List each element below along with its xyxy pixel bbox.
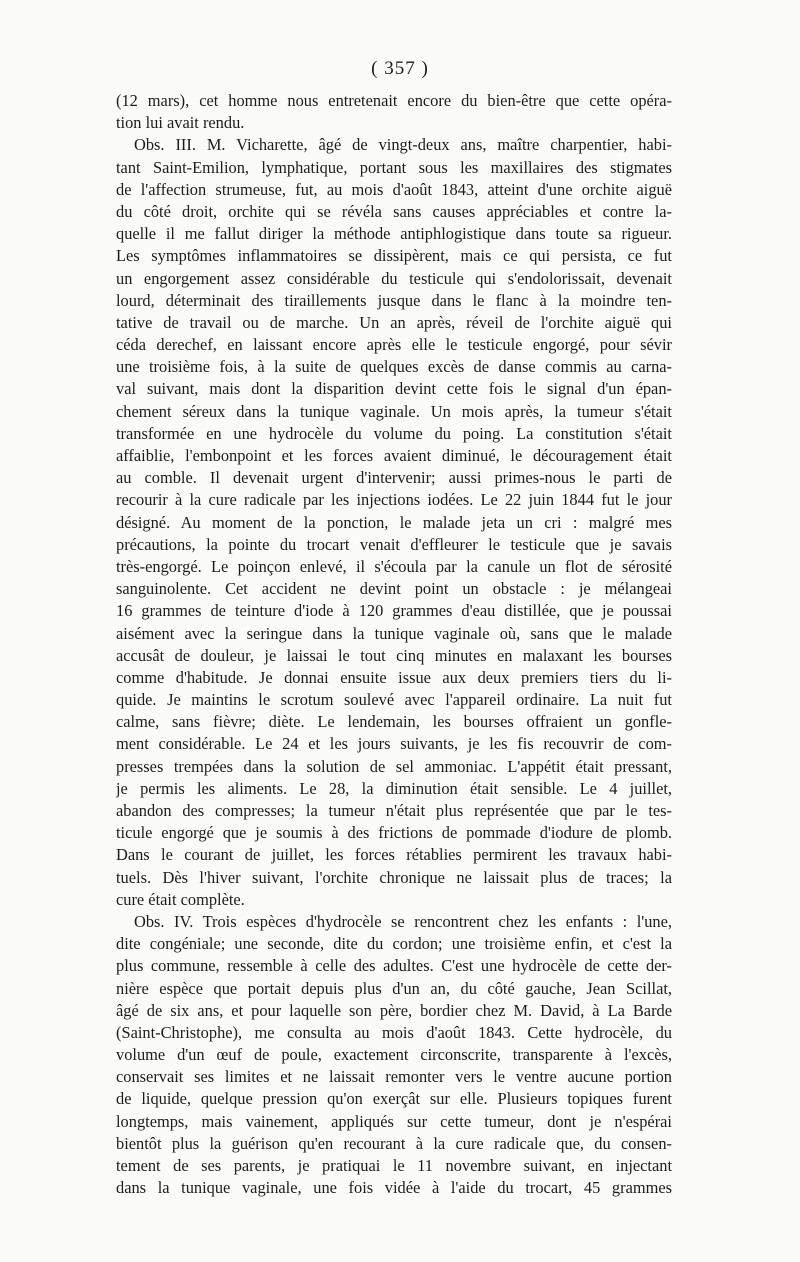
- text-line: tuels. Dès l'hiver suivant, l'orchite chronique ne laissait plus de traces; la: [116, 867, 672, 887]
- text-line: très-engorgé. Le poinçon enlevé, il s'écoula par la canule un flot de sérosité: [116, 556, 672, 576]
- text-line: val suivant, mais dont la disparition devint cette fois le signal d'un épan-: [116, 379, 672, 399]
- text-line: plus commune, ressemble à celle des adultes. C'est une hydrocèle de cette der-: [116, 956, 672, 976]
- text-line: tant Saint-Emilion, lymphatique, portant sous les maxillaires des stigmates: [116, 157, 672, 177]
- text-line: accusât de douleur, je laissai le tout cinq minutes en malaxant les bourses: [116, 645, 672, 665]
- text-line: un engorgement assez considérable du testicule qui s'endolorissait, devenait: [116, 268, 672, 288]
- text-line: aisément avec la seringue dans la tunique vaginale où, sans que le malade: [116, 623, 672, 643]
- text-line: lourd, déterminait des tiraillements jusque dans le flanc à la moindre ten-: [116, 290, 672, 310]
- text-line: volume d'un œuf de poule, exactement circonscrite, transparente à l'excès,: [116, 1045, 672, 1065]
- text-line: ticule engorgé que je soumis à des frictions de pommade d'iodure de plomb.: [116, 823, 672, 843]
- text-line: (Saint-Christophe), me consulta au mois d'août 1843. Cette hydrocèle, du: [116, 1022, 672, 1042]
- text-line: bientôt plus la guérison qu'en recourant à la cure radicale que, du consen-: [116, 1133, 672, 1153]
- text-line: cure était complète.: [116, 889, 245, 909]
- text-line: nière espèce que portait depuis plus d'un an, du côté gauche, Jean Scillat,: [116, 978, 672, 998]
- text-line: tative de travail ou de marche. Un an après, réveil de l'orchite aiguë qui: [116, 312, 672, 332]
- text-line: je permis les aliments. Le 28, la diminution était sensible. Le 4 juillet,: [116, 778, 672, 798]
- text-line: ment considérable. Le 24 et les jours suivants, je les fis recouvrir de com-: [116, 734, 672, 754]
- text-line: tion lui avait rendu.: [116, 113, 245, 133]
- text-line: dans la tunique vaginale, une fois vidée à l'aide du trocart, 45 grammes: [116, 1178, 672, 1198]
- body-text: [116, 90, 672, 1199]
- text-line: comme d'habitude. Je donnai ensuite issue aux deux premiers tiers du li-: [116, 667, 672, 687]
- text-line: une troisième fois, à la suite de quelques excès de danse commis au carna-: [116, 357, 672, 377]
- text-line: recourir à la cure radicale par les injections iodées. Le 22 juin 1844 fut le jour: [116, 490, 672, 510]
- text-line: de l'affection strumeuse, fut, au mois d'août 1843, atteint d'une orchite aiguë: [116, 179, 672, 199]
- text-line: désigné. Au moment de la ponction, le malade jeta un cri : malgré mes: [116, 512, 672, 532]
- text-line: dite congéniale; une seconde, dite du cordon; une troisième enfin, et c'est la: [116, 934, 672, 954]
- text-line: calme, sans fièvre; diète. Le lendemain, les bourses offraient un gonfle-: [116, 712, 672, 732]
- text-line: abandon des compresses; la tumeur n'était plus représentée que par le tes-: [116, 801, 672, 820]
- text-line: longtemps, mais vainement, appliqués sur cette tumeur, dont je n'espérai: [116, 1111, 672, 1131]
- text-line: sanguinolente. Cet accident ne devint point un obstacle : je mélangeai: [116, 579, 672, 599]
- observation-heading-line: Obs. III. M. Vicharette, âgé de vingt-deux ans, maître charpentier, habi-: [134, 135, 672, 155]
- text-line: précautions, la pointe du trocart venait d'effleurer le testicule que je savais: [116, 534, 672, 554]
- page-number: ( 357 ): [371, 58, 429, 79]
- text-line: Dans le courant de juillet, les forces rétablies permirent les travaux habi-: [116, 845, 672, 865]
- text-line: conservait ses limites et ne laissait remonter vers le ventre aucune portion: [116, 1067, 672, 1087]
- text-line: au comble. Il devenait urgent d'intervenir; aussi primes-nous le parti de: [116, 468, 672, 488]
- text-line: affaiblie, l'embonpoint et les forces avaient diminué, le découragement était: [116, 446, 672, 465]
- text-line: céda derechef, en laissant encore après elle le testicule engorgé, pour sévir: [116, 335, 672, 355]
- text-line: tement de ses parents, je pratiquai le 11 novembre suivant, en injectant: [116, 1156, 672, 1175]
- text-line: de liquide, quelque pression qu'on exerçât sur elle. Plusieurs topiques furent: [116, 1089, 672, 1109]
- text-line: Les symptômes inflammatoires se dissipèrent, mais ce qui persista, ce fut: [116, 246, 672, 266]
- text-line: chement séreux dans la tunique vaginale. Un mois après, la tumeur s'était: [116, 401, 672, 421]
- text-line: (12 mars), cet homme nous entretenait encore du bien-être que cette opéra-: [116, 91, 672, 110]
- text-line: du côté droit, orchite qui se révéla sans causes appréciables et contre la-: [116, 201, 672, 221]
- text-line: quide. Je maintins le scrotum soulevé avec l'appareil ordinaire. La nuit fut: [116, 690, 672, 710]
- text-line: transformée en une hydrocèle du volume du poing. La constitution s'était: [116, 423, 672, 443]
- text-line: âgé de six ans, et pour laquelle son père, bordier chez M. David, à La Barde: [116, 1000, 672, 1020]
- text-line: quelle il me fallut diriger la méthode antiphlogistique dans toute sa rigueur.: [116, 224, 672, 244]
- text-line: 16 grammes de teinture d'iode à 120 grammes d'eau distillée, que je poussai: [116, 601, 672, 621]
- text-line: presses trempées dans la solution de sel ammoniac. L'appétit était pressant,: [116, 756, 672, 776]
- observation-heading-line: Obs. IV. Trois espèces d'hydrocèle se rencontrent chez les enfants : l'une,: [134, 911, 672, 931]
